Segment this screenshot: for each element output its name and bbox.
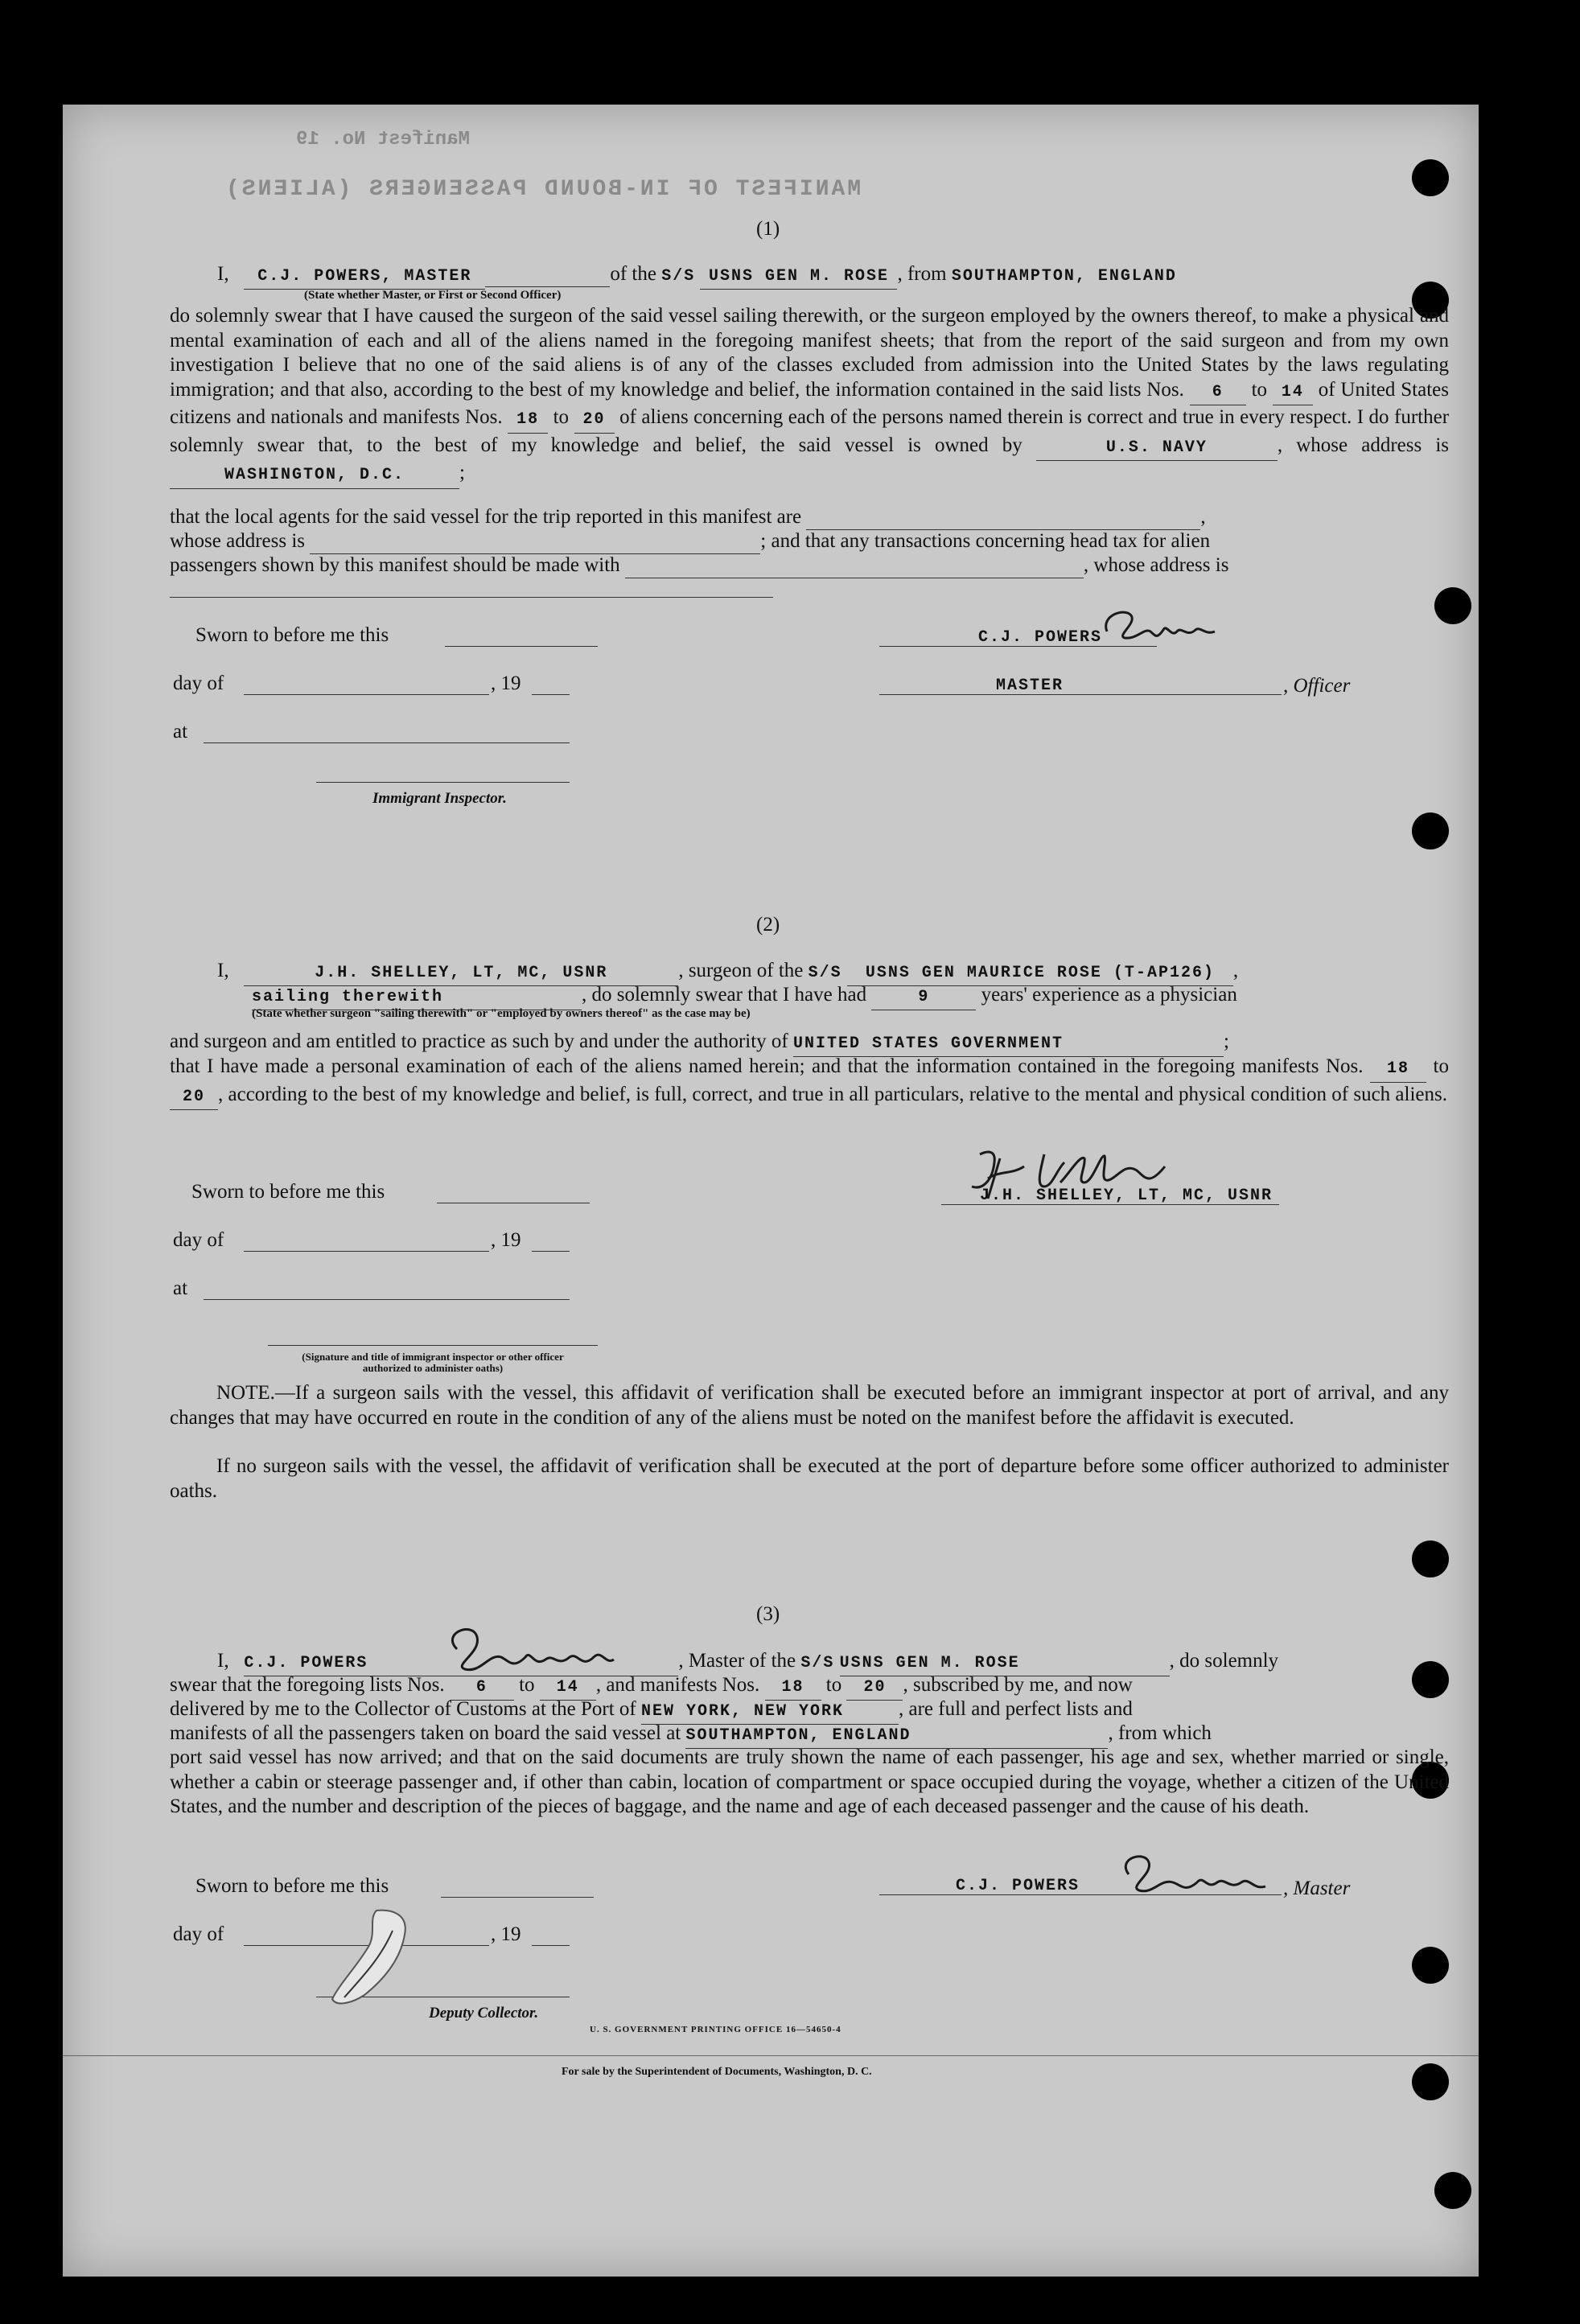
vessel-type: S/S (808, 964, 842, 982)
agents-address-line (170, 529, 1210, 554)
manifests-to: 20 (574, 408, 615, 434)
officer-signature-line (268, 1345, 598, 1346)
surgeon-vessel-field: USNS GEN MAURICE ROSE (T-AP126) (847, 961, 1233, 986)
from-label: , from (897, 263, 947, 285)
day-of-label: day of (173, 673, 224, 694)
years-field: 9 (871, 985, 976, 1010)
owner-address-field: WASHINGTON, D.C. (170, 463, 459, 489)
punch-hole (1412, 1947, 1449, 1984)
section-3-body-d: delivered by me to the Collector of Customs at the Port of (170, 1698, 636, 1720)
authority-field: UNITED STATES GOVERNMENT (793, 1032, 1224, 1057)
oath-prefix: I, (217, 960, 229, 981)
footer-rule (63, 2055, 1479, 2056)
owner-address-label: , whose address is (1277, 434, 1450, 456)
punch-hole (1412, 2063, 1449, 2100)
manifest-page (63, 105, 1479, 2277)
day-of-label: day of (173, 1923, 224, 1945)
master-typed-name: C.J. POWERS (956, 1877, 1080, 1895)
surgeon-signer-line (941, 1204, 1279, 1205)
section-3-number: (3) (756, 1603, 780, 1625)
year-label: , 19 (491, 673, 521, 694)
lists-to: 14 (1273, 380, 1313, 406)
vessel-name-field: USNS GEN M. ROSE (840, 1651, 1170, 1676)
experience-label-2: years' experience as a physician (981, 984, 1237, 1006)
to-label: to (553, 406, 570, 428)
manifests-from: 18 (508, 408, 548, 434)
to-label: to (1433, 1055, 1449, 1077)
to-label: to (519, 1674, 535, 1696)
manifests-to: 20 (846, 1676, 903, 1701)
sworn-date-line (445, 646, 598, 647)
authority-line: and surgeon and am entitled to practice as such by and under the authority of UNITED STATES GOVERNMENT ; (170, 1030, 1229, 1057)
section-3-body-b: , and manifests Nos. (595, 1674, 760, 1696)
headtax-address-label: , whose address is (1083, 554, 1229, 576)
punch-hole (1434, 2172, 1471, 2209)
section-2-body-text: that I have made a personal examination of each of the aliens named herein; and that the information contained in the foregoing manifests Nos. (170, 1055, 1364, 1077)
day-of-line (244, 1251, 489, 1252)
master-signature-1 (1101, 599, 1221, 660)
authority-label: and surgeon and am entitled to practice as such by and under the authority of (170, 1030, 788, 1052)
headtax-line (170, 553, 1228, 578)
headtax-label-2: passengers shown by this manifest should be made with (170, 554, 620, 576)
master-label: , Master (1283, 1878, 1351, 1899)
vessel-name-field: USNS GEN M. ROSE (700, 265, 897, 290)
section-3-body-a: swear that the foregoing lists Nos. (170, 1674, 445, 1696)
headtax-label: ; and that any transactions concerning head tax for alien (760, 530, 1211, 552)
from-port: SOUTHAMPTON, ENGLAND (951, 267, 1177, 286)
sworn-label: Sworn to before me this (191, 1181, 385, 1203)
section-1-body: do solemnly swear that I have caused the surgeon of the said vessel sailing therewith, or the surgeon employed by the owners thereof, to make a physical and mental examination of each and all of the aliens named in the foregoing manifest sheets; that from the report of the said surgeon and from my own investigation I believe that no one of the said aliens is of any of the classes excluded from admission into the United States by the laws regulating immigration; and that also, according to the best of my knowledge and belief, the information contained in the said lists Nos. 6 to 14 of United States citizens and nationals and manifests Nos. 18 to 20 of aliens concerning each of the persons named therein is correct and true in every respect. I do further solemnly swear that, to the best of my knowledge and belief, the said vessel is owned by U.S. NAVY , whose address is WASHINGTON, D.C. ; (170, 304, 1449, 489)
punch-hole (1434, 587, 1471, 624)
port-field: NEW YORK, NEW YORK (641, 1700, 899, 1725)
gpo-imprint: U. S. GOVERNMENT PRINTING OFFICE 16—54650-4 (590, 2025, 841, 2034)
year-line (532, 694, 570, 695)
punch-hole (1412, 159, 1449, 196)
at-label: at (173, 721, 188, 742)
of-the-label: of the (610, 263, 656, 285)
section-3-body-g: , from which (1108, 1722, 1212, 1744)
lists-line (170, 1673, 1133, 1701)
headtax-address-line (170, 597, 773, 598)
note-1: NOTE.—If a surgeon sails with the vessel, this affidavit of verification shall be executed before an immigrant inspector at port of arrival, and any changes that may have occurred en route in the condition of any of the aliens must be noted on the manifest before the affidavit is executed. (170, 1382, 1449, 1429)
year-line (532, 1251, 570, 1252)
section-1-body-text: do solemnly swear that I have caused the surgeon of the said vessel sailing therewith, or the surgeon employed by the owners thereof, to make a physical and mental examination of each and all of the aliens named in the foregoing manifest sheets; that from the report of the said surgeon and from my own investigation I believe that no one of the said aliens is of any of the classes excluded from admission into the United States by the laws regulating immigration; and that also, according to the best of my knowledge and belief, the information contained in the said lists Nos. (170, 305, 1449, 401)
section-2-body-text-2: , according to the best of my knowledge and belief, is full, correct, and true in all particulars, relative to the mental and physical condition of such aliens. (218, 1083, 1447, 1105)
sale-imprint: For sale by the Superintendent of Documents, Washington, D. C. (562, 2066, 872, 2078)
section-3-body-c: , subscribed by me, and now (903, 1674, 1133, 1696)
signer-rank: MASTER (996, 677, 1064, 695)
inspector-signature-line (316, 782, 570, 783)
agents-label: that the local agents for the said vessel for the trip reported in this manifest are (170, 506, 802, 528)
section-1-oath-line (217, 262, 1177, 290)
day-of-line (244, 694, 489, 695)
master-signature-3 (1117, 1846, 1278, 1907)
officer-label: , Officer (1283, 675, 1351, 697)
surgeon-capacity-field: sailing therewith (252, 985, 582, 1010)
section-3-body: port said vessel has now arrived; and that on the said documents are truly shown the name of each passenger, his age and sex, whether married or single, whether a cabin or steerage passenger and, if other than cabin, location of compartment or space occupied during the voyage, whether a citizen of the United States, and the number and description of the pieces of baggage, and the name and age of each deceased passenger and the cause of his death. (170, 1746, 1449, 1817)
solemnly-label: , do solemnly (1169, 1650, 1279, 1672)
taken-at-line (170, 1721, 1212, 1749)
rank-line (879, 694, 1282, 695)
surgeon-typed-name: J.H. SHELLEY, LT, MC, USNR (980, 1187, 1273, 1205)
vessel-type: S/S (800, 1654, 835, 1672)
master-name-field: C.J. POWERS, MASTER (244, 265, 485, 290)
collector-caption: Deputy Collector. (429, 2005, 539, 2022)
sworn-date-line (441, 1897, 594, 1898)
surgeon-of-label: , surgeon of the (678, 960, 804, 981)
section-1-number: (1) (756, 218, 780, 240)
note-2: If no surgeon sails with the vessel, the affidavit of verification shall be executed at the port of departure before some officer authorized to administer oaths. (170, 1455, 1449, 1502)
surgeon-capacity-line (252, 983, 1237, 1010)
manifest-number-header: Manifest No. 19 (296, 129, 471, 150)
section-2-number: (2) (756, 914, 780, 936)
sworn-label: Sworn to before me this (195, 1875, 389, 1897)
year-line (532, 1945, 570, 1946)
section-2-body (170, 1055, 1449, 1110)
section-3-oath-line (217, 1649, 1278, 1676)
at-line (204, 742, 570, 743)
punch-hole (1412, 1540, 1449, 1577)
surgeon-capacity-caption: (State whether surgeon "sailing therewith" or "employed by owners thereof" as the case may be) (252, 1007, 751, 1020)
signer-typed-name: C.J. POWERS (978, 628, 1103, 647)
to-label: to (825, 1674, 842, 1696)
section-1-body-text-2: of United States citizens and nationals and manifests Nos. (170, 378, 1449, 428)
manifest-heading: MANIFEST OF IN-BOUND PASSENGERS (ALIENS) (224, 177, 862, 202)
master-name-field: C.J. POWERS (244, 1651, 678, 1676)
oath-prefix: I, (217, 263, 229, 285)
surgeon-name-field: J.H. SHELLEY, LT, MC, USNR (244, 961, 678, 986)
manifests-from: 18 (1370, 1057, 1426, 1083)
from-port-field: SOUTHAMPTON, ENGLAND (685, 1724, 1108, 1749)
section-3-body-f: manifests of all the passengers taken on board the said vessel at (170, 1722, 681, 1744)
port-line (170, 1697, 1133, 1725)
to-label: to (1251, 378, 1268, 401)
lists-to: 14 (540, 1676, 596, 1701)
agents-line: that the local agents for the said vessel for the trip reported in this manifest are , (170, 505, 1206, 530)
lists-from: 6 (450, 1676, 514, 1701)
officer-signature-caption: (Signature and title of immigrant inspector or other officer authorized to administer oaths) (302, 1351, 564, 1374)
agents-address-label: whose address is (170, 530, 306, 552)
experience-label: , do solemnly swear that I have had (582, 984, 867, 1006)
lists-from: 6 (1190, 380, 1246, 406)
inspector-caption: Immigrant Inspector. (372, 790, 507, 807)
owner-field: U.S. NAVY (1036, 436, 1278, 462)
sworn-label: Sworn to before me this (195, 624, 389, 646)
punch-hole (1412, 1661, 1449, 1698)
master-name-caption: (State whether Master, or First or Second Officer) (304, 289, 562, 302)
section-1-body-text-3: of aliens concerning each of the persons named therein is correct and true in every respect. I do further solemnly swear that, to the best of my knowledge and belief, the said vessel is owned by (170, 406, 1450, 456)
punch-hole (1412, 812, 1449, 849)
vessel-type: S/S (661, 267, 696, 286)
year-label: , 19 (491, 1229, 521, 1251)
section-3-body-e: , are full and perfect lists and (899, 1698, 1133, 1720)
manifests-from: 18 (765, 1676, 821, 1701)
manifests-to: 20 (170, 1085, 218, 1111)
at-label: at (173, 1277, 188, 1299)
collector-stamp-signature (320, 1902, 449, 2015)
day-of-label: day of (173, 1229, 224, 1251)
oath-prefix: I, (217, 1650, 229, 1672)
master-of-label: , Master of the (678, 1650, 796, 1672)
at-line (204, 1299, 570, 1300)
section-2-oath-line: I, J.H. SHELLEY, LT, MC, USNR , surgeon of the S/S USNS GEN MAURICE ROSE (T-AP126) , (217, 959, 1238, 986)
year-label: , 19 (491, 1923, 521, 1945)
